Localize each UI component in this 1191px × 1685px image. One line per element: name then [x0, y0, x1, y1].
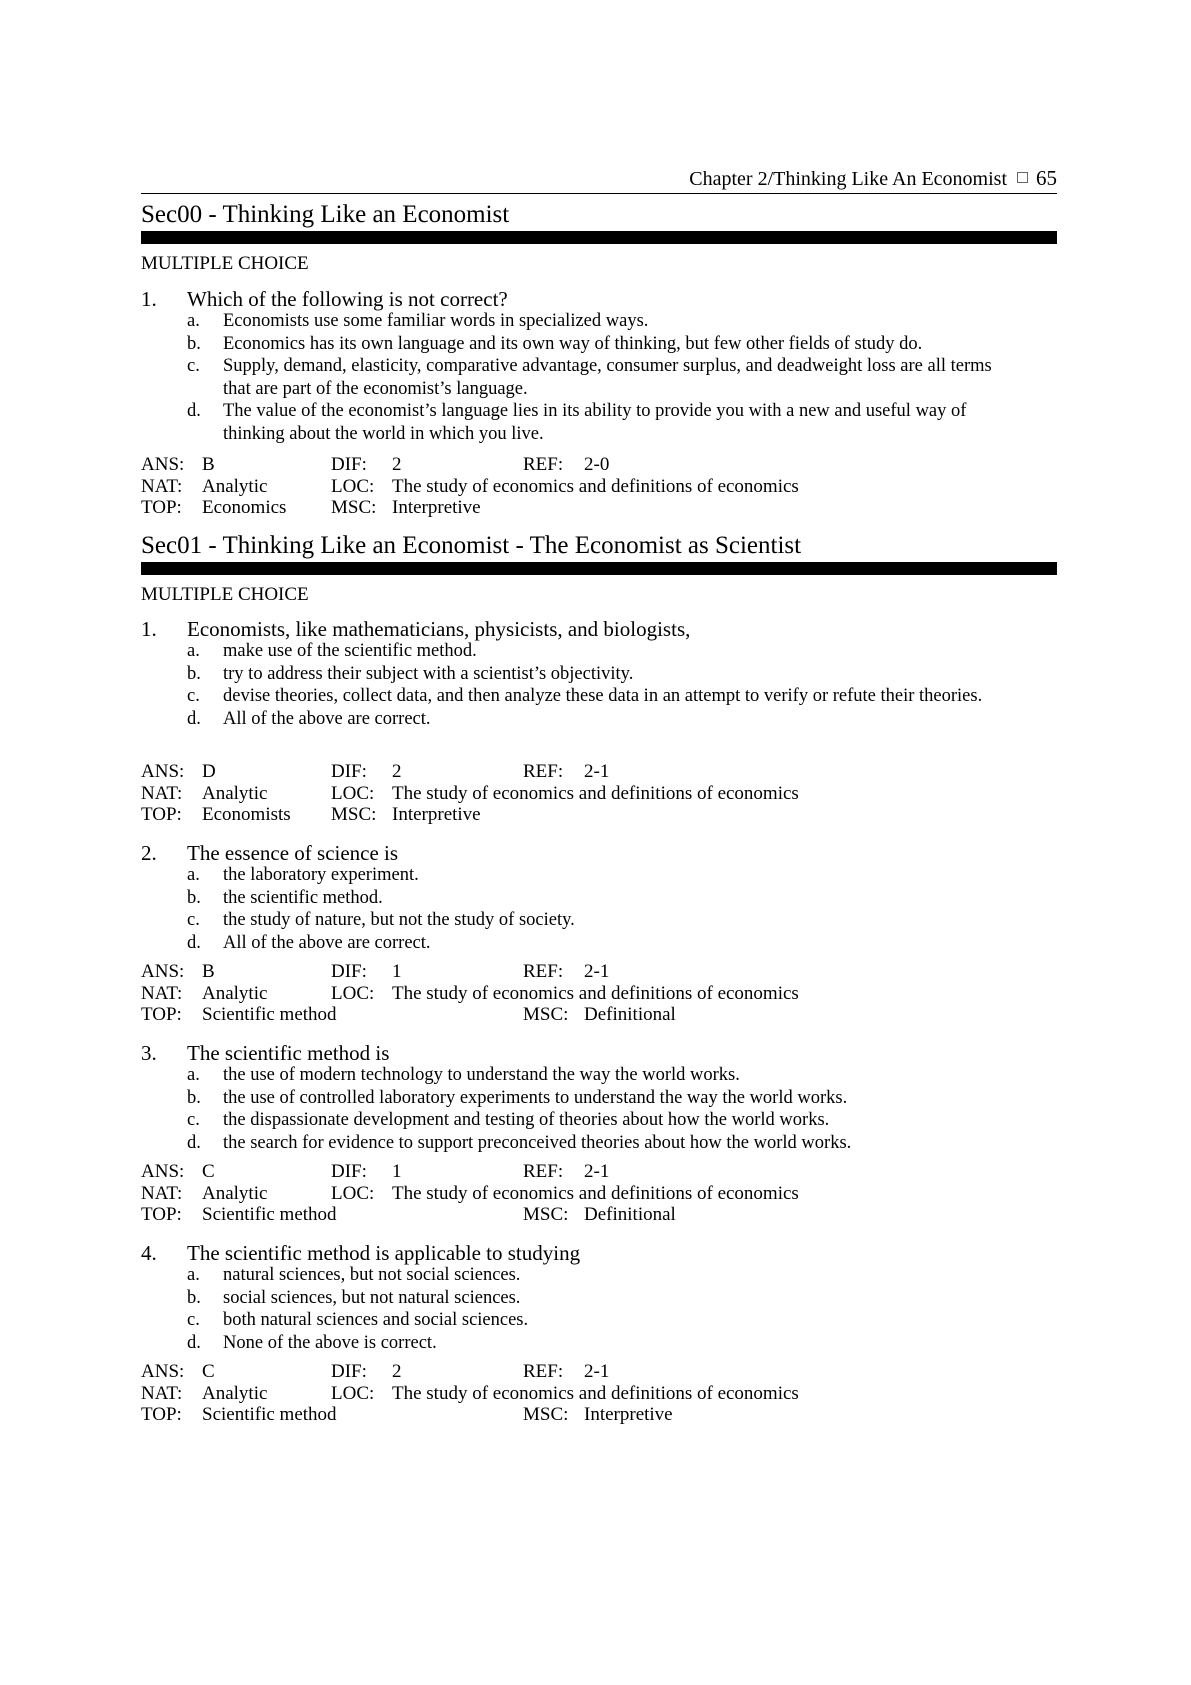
reference-value: 2-1 — [584, 761, 610, 782]
question-sec01-q4 — [141, 1240, 1041, 1354]
question-number: 1. — [141, 617, 157, 641]
option-a: a. natural sciences, but not social sciences. — [187, 1265, 521, 1285]
option-a: a. Economists use some familiar words in specialized ways. — [187, 311, 649, 331]
difficulty-value: 1 — [392, 961, 402, 982]
section-title-sec00: Sec00 - Thinking Like an Economist — [141, 200, 1057, 244]
options-list — [141, 640, 1041, 730]
difficulty-value: 2 — [392, 761, 402, 782]
question-stem: Economists, like mathematicians, physicists, and biologists, — [187, 617, 691, 641]
difficulty-value: 2 — [392, 454, 402, 475]
difficulty-value: 2 — [392, 1361, 402, 1382]
options-list — [141, 1264, 1041, 1354]
question-number: 2. — [141, 841, 157, 865]
question-stem: The scientific method is applicable to studying — [187, 1241, 581, 1265]
option-d: d. All of the above are correct. — [187, 708, 431, 729]
option-c: c. devise theories, collect data, and then analyze these data in an attempt to verify or refute their theories. — [187, 686, 983, 706]
option-b: b. the use of controlled laboratory experiments to understand the way the world works. — [187, 1087, 848, 1108]
answer-value: B — [202, 454, 215, 475]
question-sec01-q2 — [141, 840, 1041, 954]
option-a: a. the use of modern technology to understand the way the world works. — [187, 1065, 740, 1085]
running-title: Chapter 2/Thinking Like An Economist — [689, 168, 1007, 190]
option-d: d. The value of the economist’s language lies in its ability to provide you with a new and useful way of thinking about the world in which you live. — [187, 401, 967, 444]
answer-meta: ANS: B DIF: 1 REF: 2-1 NAT: Analytic LOC: The study of economics and definitions of economics TOP: Scientific method MSC: Definitional — [141, 961, 799, 1025]
reference-value: 2-1 — [584, 961, 610, 982]
reference-value: 2-0 — [584, 454, 610, 475]
option-c: c. Supply, demand, elasticity, comparative advantage, consumer surplus, and deadweight loss are all terms that are part of the economist’s language. — [187, 356, 992, 399]
answer-value: C — [202, 1161, 215, 1182]
difficulty-value: 1 — [392, 1161, 402, 1182]
options-list — [141, 310, 1041, 445]
option-c: c. the study of nature, but not the study of society. — [187, 910, 575, 930]
question-stem: The scientific method is — [187, 1041, 390, 1065]
option-d: d. the search for evidence to support preconceived theories about how the world works. — [187, 1132, 852, 1153]
section-type-label: MULTIPLE CHOICE — [141, 253, 309, 274]
answer-value: C — [202, 1361, 215, 1382]
option-b: b. Economics has its own language and its own way of thinking, but few other fields of study do. — [187, 333, 923, 354]
running-header — [141, 164, 1057, 194]
option-d: d. None of the above is correct. — [187, 1332, 437, 1353]
option-a: a. the laboratory experiment. — [187, 865, 419, 885]
question-sec01-q1 — [141, 616, 1041, 730]
answer-meta: ANS: D DIF: 2 REF: 2-1 NAT: Analytic LOC: The study of economics and definitions of economics TOP: Economists MSC: Interpretive — [141, 761, 799, 825]
question-number: 4. — [141, 1241, 157, 1265]
question-sec01-q3 — [141, 1040, 1041, 1154]
separator-box-icon — [1017, 172, 1028, 183]
options-list — [141, 864, 1041, 954]
question-stem: The essence of science is — [187, 841, 399, 865]
options-list — [141, 1064, 1041, 1154]
option-c: c. the dispassionate development and testing of theories about how the world works. — [187, 1110, 830, 1130]
question-sec00-q1 — [141, 286, 1041, 445]
question-number: 1. — [141, 287, 157, 311]
section-type-label: MULTIPLE CHOICE — [141, 584, 309, 605]
reference-value: 2-1 — [584, 1361, 610, 1382]
question-number: 3. — [141, 1041, 157, 1065]
option-b: b. the scientific method. — [187, 887, 383, 908]
answer-value: D — [202, 761, 216, 782]
answer-value: B — [202, 961, 215, 982]
section-title-sec01: Sec01 - Thinking Like an Economist - The Economist as Scientist — [141, 531, 1057, 575]
option-d: d. All of the above are correct. — [187, 932, 431, 953]
question-stem: Which of the following is not correct? — [187, 287, 508, 311]
option-b: b. social sciences, but not natural sciences. — [187, 1287, 521, 1308]
page-number: 65 — [1036, 166, 1057, 190]
reference-value: 2-1 — [584, 1161, 610, 1182]
answer-meta: ANS: C DIF: 1 REF: 2-1 NAT: Analytic LOC: The study of economics and definitions of economics TOP: Scientific method MSC: Definitional — [141, 1161, 799, 1225]
answer-meta: ANS: B DIF: 2 REF: 2-0 NAT: Analytic LOC: The study of economics and definitions of economics TOP: Economics MSC: Interpretive — [141, 454, 799, 518]
option-b: b. try to address their subject with a scientist’s objectivity. — [187, 663, 634, 684]
answer-meta: ANS: C DIF: 2 REF: 2-1 NAT: Analytic LOC: The study of economics and definitions of economics TOP: Scientific method MSC: Interpretive — [141, 1361, 799, 1425]
option-a: a. make use of the scientific method. — [187, 641, 477, 661]
option-c: c. both natural sciences and social sciences. — [187, 1310, 529, 1330]
